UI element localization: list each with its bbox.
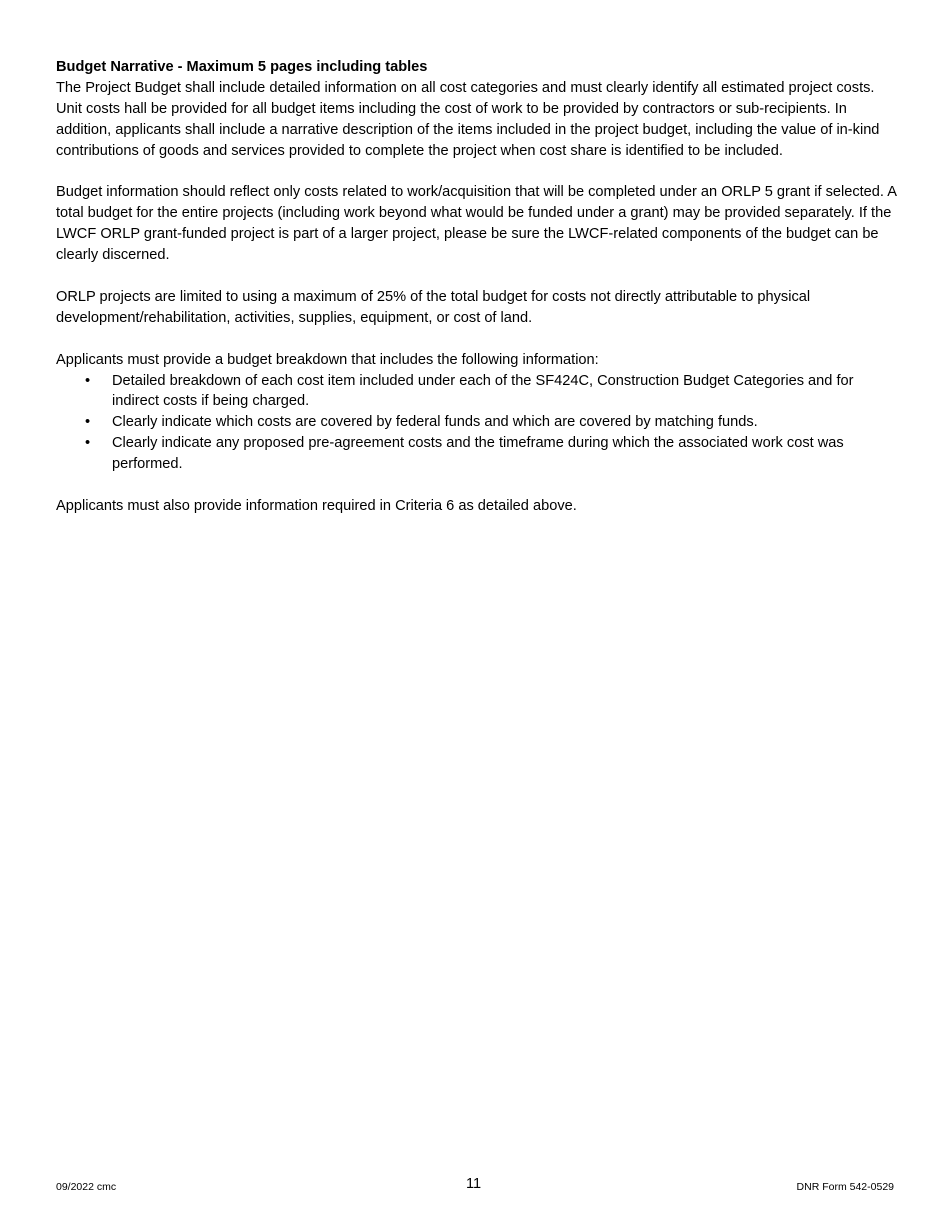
bullet-icon: • — [85, 435, 91, 452]
bullet-icon: • — [85, 372, 91, 389]
page-footer — [56, 1175, 894, 1197]
list-item-text: Clearly indicate any proposed pre-agreement costs and the timeframe during which the associated work cost was performed. — [112, 435, 844, 473]
list-item — [56, 433, 898, 475]
bullet-icon: • — [85, 414, 91, 431]
paragraph-closing: Applicants must also provide information required in Criteria 6 as detailed above. — [56, 497, 577, 514]
paragraph-budget-information: Budget information should reflect only costs related to work/acquisition that will be completed under an ORLP 5 grant if selected. A total budget for the entire projects (including work beyond what would be funded under a grant) may be provided separately. If the LWCF ORLP grant-funded project is part of a larger project, please be sure the LWCF-related components of the budget can be clearly discerned. — [56, 184, 897, 264]
list-item — [56, 371, 898, 413]
list-item-text: Clearly indicate which costs are covered by federal funds and which are covered by matching funds. — [112, 414, 758, 431]
requirements-list — [56, 371, 898, 476]
footer-form-number: DNR Form 542-0529 — [796, 1181, 894, 1193]
paragraph-project-budget: The Project Budget shall include detailed information on all cost categories and must clearly identify all estimated project costs. Unit costs hall be provided for all budget items including the cost of work to be provided by contractors or sub-recipients. In addition, applicants shall include a narrative description of the items included in the project budget, including the value of in-kind contributions of goods and services provided to complete the project when cost share is identified to be included. — [56, 79, 880, 159]
budget-narrative-section — [56, 57, 898, 538]
paragraph-orlp-limit: ORLP projects are limited to using a maximum of 25% of the total budget for costs not directly attributable to physical development/rehabilitation, activities, supplies, equipment, or cost of land. — [56, 288, 811, 326]
section-heading: Budget Narrative - Maximum 5 pages including tables — [56, 59, 428, 75]
list-item — [56, 412, 898, 433]
list-intro: Applicants must provide a budget breakdown that includes the following information: — [56, 351, 599, 368]
list-item-text: Detailed breakdown of each cost item included under each of the SF424C, Construction Budget Categories and for indirect costs if being charged. — [112, 372, 854, 410]
page-number: 11 — [466, 1176, 482, 1192]
footer-date-code: 09/2022 cmc — [56, 1181, 117, 1193]
